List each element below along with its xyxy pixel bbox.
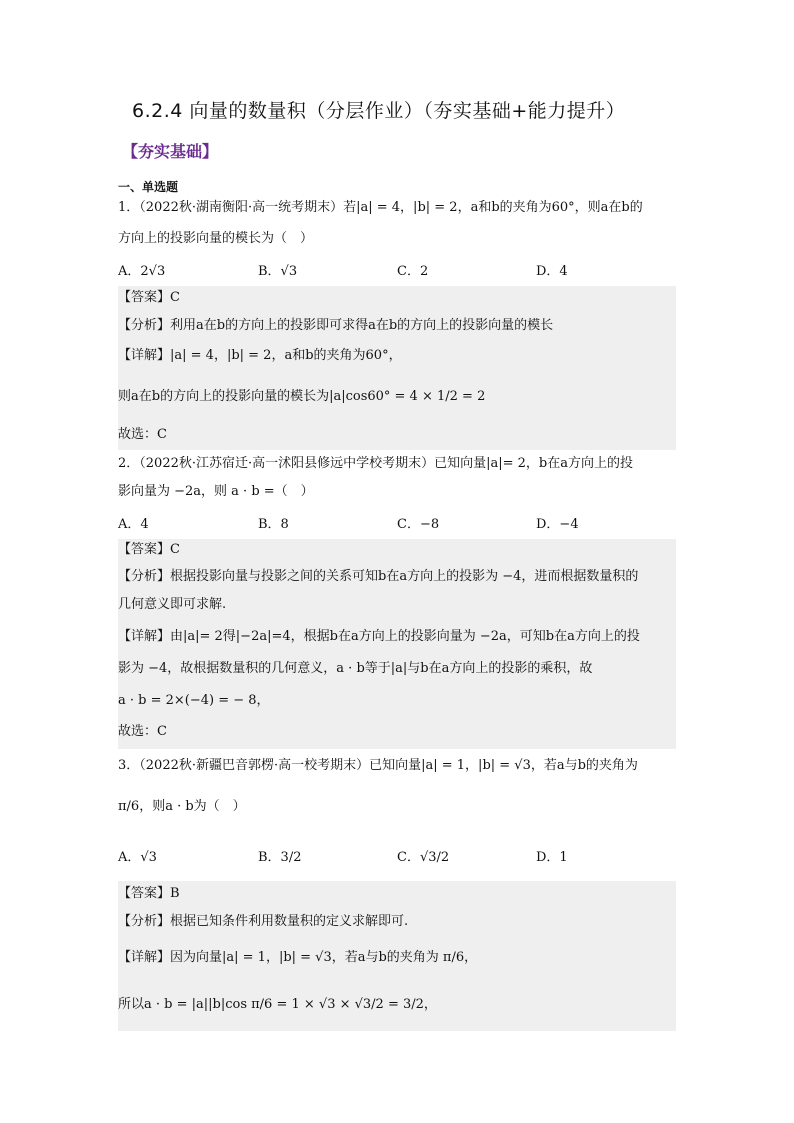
q3-option-b: B．3/2 [258,850,302,865]
q1-answer-box [118,286,676,450]
q2-stem-line1: 2．（2022秋·江苏宿迁·高一沭阳县修远中学校考期末）已知向量|a|= 2，b在a方向上的投 [118,456,633,471]
q1-option-a: A．2√3 [118,264,166,279]
part-label: 一、单选题 [118,180,179,194]
q2-answer-box [118,539,676,749]
q2-stem-line2: 影向量为 −2a，则 a · b =（ ） [118,484,314,499]
q1-detail-line2: 则a在b的方向上的投影向量的模长为|a|cos60° = 4 × 1/2 = 2 [118,389,486,404]
q3-analysis: 【分析】根据已知条件利用数量积的定义求解即可. [118,914,409,929]
q3-option-a: A．√3 [118,850,157,865]
q2-conclusion: 故选：C [118,724,167,739]
q1-detail-line1: 【详解】|a| = 4，|b| = 2，a和b的夹角为60°， [118,348,402,363]
q1-option-b: B．√3 [258,264,298,279]
q2-answer: 【答案】C [118,542,180,557]
q3-answer-box [118,881,676,1031]
q2-option-b: B．8 [258,517,289,532]
q3-option-d: D．1 [536,850,568,865]
q2-analysis-line2: 几何意义即可求解. [118,597,227,612]
q2-detail-line1: 【详解】由|a|= 2得|−2a|=4，根据b在a方向上的投影向量为 −2a，可知b在a方向上的投 [118,629,640,644]
q2-option-d: D．−4 [536,517,579,532]
q3-stem-line1: 3．（2022秋·新疆巴音郭楞·高一校考期末）已知向量|a| = 1，|b| = √3，若a与b的夹角为 [118,758,638,773]
q2-detail-line3: a · b = 2×(−4) = − 8， [118,693,270,708]
q1-answer: 【答案】C [118,290,180,305]
q2-option-c: C．−8 [397,517,440,532]
q3-detail-line1: 【详解】因为向量|a| = 1，|b| = √3，若a与b的夹角为 π/6， [118,950,478,965]
q1-stem-line1: 1．（2022秋·湖南衡阳·高一统考期末）若|a| = 4，|b| = 2，a和b的夹角为60°，则a在b的 [118,200,643,215]
q1-option-d: D．4 [536,264,568,279]
q1-stem-line2: 方向上的投影向量的模长为（ ） [118,231,314,246]
q3-option-c: C．√3/2 [397,850,450,865]
section-heading: 【夯实基础】 [122,142,219,161]
q1-analysis: 【分析】利用a在b的方向上的投影即可求得a在b的方向上的投影向量的模长 [118,318,554,333]
q1-option-c: C．2 [397,264,429,279]
q1-conclusion: 故选：C [118,427,167,442]
q2-option-a: A．4 [118,517,149,532]
q3-stem-line2: π/6，则a · b为（ ） [118,799,246,814]
q2-analysis-line1: 【分析】根据投影向量与投影之间的关系可知b在a方向上的投影为 −4，进而根据数量积的 [118,569,639,584]
page-title: 6.2.4 向量的数量积（分层作业）（夯实基础+能力提升） [132,100,626,122]
q2-detail-line2: 影为 −4，故根据数量积的几何意义，a · b等于|a|与b在a方向上的投影的乘积，故 [118,661,593,676]
q3-answer: 【答案】B [118,886,180,901]
q3-detail-line2: 所以a · b = |a||b|cos π/6 = 1 × √3 × √3/2 = 3/2， [118,997,437,1012]
